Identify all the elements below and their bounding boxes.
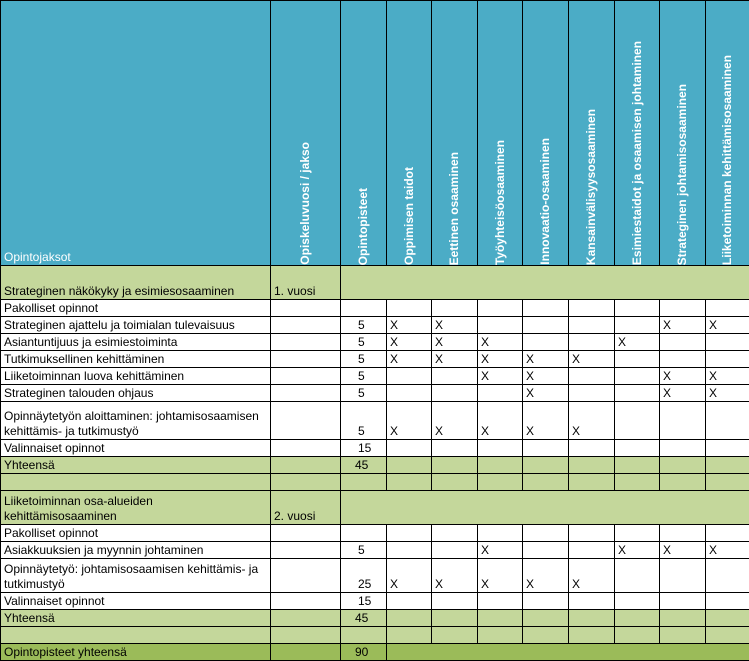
course-row <box>1 317 749 334</box>
competence-mark <box>615 368 660 385</box>
competence-mark <box>660 402 706 440</box>
group-heading: Valinnaiset opinnot <box>1 593 271 610</box>
empty-cell <box>1 627 271 644</box>
empty-cell <box>615 440 660 457</box>
competence-mark <box>706 559 749 593</box>
empty-cell <box>387 525 432 542</box>
spacer-row <box>1 627 749 644</box>
empty-cell <box>271 627 341 644</box>
competence-mark: X <box>569 559 615 593</box>
competence-mark: X <box>523 385 569 402</box>
header-column-label: Työyhteisöosaaminen <box>492 139 507 265</box>
section-row <box>1 491 749 525</box>
competence-mark <box>569 542 615 559</box>
empty-cell <box>615 457 660 474</box>
empty-cell <box>523 593 569 610</box>
section-fill <box>341 266 749 300</box>
empty-cell <box>478 627 523 644</box>
empty-cell <box>615 300 660 317</box>
course-row <box>1 368 749 385</box>
credit-points: 5 <box>341 368 387 385</box>
header-column-label: Opintopisteet <box>356 187 370 265</box>
header-column <box>387 1 432 266</box>
empty-cell <box>660 610 706 627</box>
empty-cell <box>387 440 432 457</box>
competence-mark <box>706 402 749 440</box>
competence-mark: X <box>523 368 569 385</box>
empty-cell <box>387 457 432 474</box>
section-year: 2. vuosi <box>271 491 341 525</box>
competence-mark: X <box>432 317 478 334</box>
header-row <box>1 1 749 266</box>
empty-cell <box>478 300 523 317</box>
competence-mark <box>432 542 478 559</box>
empty-cell <box>660 593 706 610</box>
empty-cell <box>387 300 432 317</box>
study-year-cell <box>271 385 341 402</box>
empty-cell <box>569 525 615 542</box>
competence-mark <box>706 351 749 368</box>
spacer-row <box>1 474 749 491</box>
course-row <box>1 385 749 402</box>
credit-points: 5 <box>341 317 387 334</box>
empty-cell <box>706 610 749 627</box>
study-year-cell <box>271 351 341 368</box>
competence-mark: X <box>387 317 432 334</box>
empty-cell <box>706 440 749 457</box>
header-column-label: Opiskeluvuosi / jakso <box>298 142 312 265</box>
empty-cell <box>523 525 569 542</box>
total-points: 45 <box>341 610 387 627</box>
competence-mark: X <box>432 334 478 351</box>
empty-cell <box>660 627 706 644</box>
header-column <box>706 1 749 266</box>
study-year-cell <box>271 317 341 334</box>
empty-cell <box>478 610 523 627</box>
header-column-label: Liiketoiminnan kehittämisosaaminen <box>720 54 734 265</box>
competence-mark <box>615 402 660 440</box>
competence-mark: X <box>660 368 706 385</box>
empty-cell <box>271 593 341 610</box>
header-column <box>660 1 706 266</box>
course-name: Opinnäytetyö: johtamisosaamisen kehittämis- ja tutkimustyö <box>1 559 271 593</box>
grand-fill <box>387 644 749 661</box>
competence-mark: X <box>523 351 569 368</box>
empty-cell <box>387 610 432 627</box>
course-row <box>1 334 749 351</box>
competence-mark: X <box>478 351 523 368</box>
credit-points: 5 <box>341 334 387 351</box>
course-row <box>1 402 749 440</box>
header-column <box>615 1 660 266</box>
competence-mark: X <box>387 334 432 351</box>
competence-mark: X <box>523 402 569 440</box>
competence-mark <box>432 385 478 402</box>
competence-mark: X <box>706 542 749 559</box>
competence-mark <box>615 351 660 368</box>
empty-cell <box>615 610 660 627</box>
empty-cell <box>271 300 341 317</box>
group-heading-row <box>1 525 749 542</box>
empty-cell <box>432 474 478 491</box>
grand-total-row <box>1 644 749 661</box>
empty-cell <box>615 627 660 644</box>
group-heading: Valinnaiset opinnot <box>1 440 271 457</box>
course-name: Strateginen talouden ohjaus <box>1 385 271 402</box>
empty-cell <box>615 593 660 610</box>
grand-total-points: 90 <box>341 644 387 661</box>
empty-cell <box>706 457 749 474</box>
group-heading-row <box>1 440 749 457</box>
competence-mark <box>660 559 706 593</box>
empty-cell <box>569 610 615 627</box>
competence-mark: X <box>706 368 749 385</box>
course-row <box>1 542 749 559</box>
competence-mark: X <box>569 402 615 440</box>
empty-cell <box>271 610 341 627</box>
empty-cell <box>432 457 478 474</box>
competence-mark: X <box>478 368 523 385</box>
total-label: Yhteensä <box>1 610 271 627</box>
competence-mark <box>387 542 432 559</box>
empty-cell <box>271 457 341 474</box>
empty-cell <box>387 627 432 644</box>
competence-mark: X <box>615 542 660 559</box>
header-column <box>523 1 569 266</box>
empty-cell <box>432 627 478 644</box>
header-column-label: Esimiestaidot ja osaamisen johtaminen <box>629 40 644 265</box>
competence-mark <box>569 385 615 402</box>
section-year: 1. vuosi <box>271 266 341 300</box>
empty-cell <box>660 474 706 491</box>
competence-mark <box>478 317 523 334</box>
competence-mark <box>432 368 478 385</box>
competence-mark: X <box>478 402 523 440</box>
empty-cell <box>523 627 569 644</box>
header-column <box>432 1 478 266</box>
competence-mark <box>569 317 615 334</box>
competence-mark <box>615 385 660 402</box>
course-name: Opinnäytetyön aloittaminen: johtamisosaamisen kehittämis- ja tutkimustyö <box>1 402 271 440</box>
competence-mark <box>478 385 523 402</box>
study-year-cell <box>271 334 341 351</box>
header-opintojaksot: Opintojaksot <box>1 1 271 266</box>
empty-cell <box>706 627 749 644</box>
competence-mark: X <box>387 402 432 440</box>
section-fill <box>341 491 749 525</box>
total-label: Yhteensä <box>1 457 271 474</box>
credit-points <box>341 300 387 317</box>
study-year-cell <box>271 542 341 559</box>
empty-cell <box>478 457 523 474</box>
empty-cell <box>523 440 569 457</box>
competence-mark: X <box>615 334 660 351</box>
empty-cell <box>615 525 660 542</box>
study-year-cell <box>271 559 341 593</box>
empty-cell <box>387 474 432 491</box>
empty-cell <box>706 593 749 610</box>
empty-cell <box>341 474 387 491</box>
empty-cell <box>569 627 615 644</box>
group-heading-row <box>1 593 749 610</box>
competence-mark: X <box>706 385 749 402</box>
competence-mark: X <box>660 317 706 334</box>
competence-mark: X <box>432 402 478 440</box>
empty-cell <box>706 300 749 317</box>
competence-mark <box>660 351 706 368</box>
competence-mark <box>569 334 615 351</box>
empty-cell <box>523 300 569 317</box>
course-name: Asiakkuuksien ja myynnin johtaminen <box>1 542 271 559</box>
empty-cell <box>478 593 523 610</box>
empty-cell <box>478 474 523 491</box>
course-row <box>1 351 749 368</box>
empty-cell <box>706 525 749 542</box>
credit-points <box>341 525 387 542</box>
empty-cell <box>271 525 341 542</box>
empty-cell <box>1 474 271 491</box>
header-column <box>341 1 387 266</box>
competence-mark: X <box>660 385 706 402</box>
empty-cell <box>271 474 341 491</box>
credit-points: 5 <box>341 385 387 402</box>
competence-mark <box>615 317 660 334</box>
empty-cell <box>569 300 615 317</box>
competence-mark: X <box>387 351 432 368</box>
empty-cell <box>523 457 569 474</box>
competence-mark <box>523 542 569 559</box>
header-column <box>569 1 615 266</box>
credit-points: 5 <box>341 402 387 440</box>
credit-points: 5 <box>341 542 387 559</box>
empty-cell <box>432 440 478 457</box>
competence-mark <box>660 334 706 351</box>
competence-mark: X <box>432 351 478 368</box>
competence-mark: X <box>478 559 523 593</box>
empty-cell <box>387 593 432 610</box>
empty-cell <box>432 593 478 610</box>
total-row <box>1 457 749 474</box>
empty-cell <box>271 440 341 457</box>
section-title: Strateginen näkökyky ja esimiesosaaminen <box>1 266 271 300</box>
competence-mark: X <box>706 317 749 334</box>
empty-cell <box>523 474 569 491</box>
header-column-label: Eettinen osaaminen <box>447 151 461 265</box>
credit-points: 25 <box>341 559 387 593</box>
course-row <box>1 559 749 593</box>
group-heading-row <box>1 300 749 317</box>
competence-mark: X <box>523 559 569 593</box>
course-name: Strateginen ajattelu ja toimialan tulevaisuus <box>1 317 271 334</box>
group-heading: Pakolliset opinnot <box>1 300 271 317</box>
competence-mark <box>569 368 615 385</box>
competence-mark: X <box>432 559 478 593</box>
competence-mark <box>523 317 569 334</box>
empty-cell <box>615 474 660 491</box>
header-column-label: Innovaatio-osaaminen <box>538 138 552 265</box>
credit-points: 15 <box>341 440 387 457</box>
credit-points: 5 <box>341 351 387 368</box>
empty-cell <box>432 300 478 317</box>
competence-mark <box>387 385 432 402</box>
study-year-cell <box>271 368 341 385</box>
competence-mark: X <box>478 334 523 351</box>
header-column <box>271 1 341 266</box>
empty-cell <box>569 457 615 474</box>
header-column-label: Oppimisen taidot <box>401 166 416 265</box>
group-heading: Pakolliset opinnot <box>1 525 271 542</box>
study-year-cell <box>271 402 341 440</box>
empty-cell <box>271 644 341 661</box>
empty-cell <box>660 457 706 474</box>
empty-cell <box>478 525 523 542</box>
grand-total-label: Opintopisteet yhteensä <box>1 644 271 661</box>
total-row <box>1 610 749 627</box>
empty-cell <box>660 440 706 457</box>
header-column-label: Kansainvälisyysosaaminen <box>584 108 598 265</box>
table-body <box>1 266 749 661</box>
empty-cell <box>569 474 615 491</box>
competence-mark <box>615 559 660 593</box>
header-column <box>478 1 523 266</box>
competence-mark <box>523 334 569 351</box>
empty-cell <box>569 593 615 610</box>
header-column-label: Strateginen johtamisosaaminen <box>675 83 689 265</box>
empty-cell <box>432 525 478 542</box>
section-title: Liiketoiminnan osa-alueiden kehittämisosaaminen <box>1 491 271 525</box>
competence-mark: X <box>569 351 615 368</box>
empty-cell <box>341 627 387 644</box>
empty-cell <box>432 610 478 627</box>
empty-cell <box>523 610 569 627</box>
course-name: Tutkimuksellinen kehittäminen <box>1 351 271 368</box>
total-points: 45 <box>341 457 387 474</box>
course-name: Asiantuntijuus ja esimiestoiminta <box>1 334 271 351</box>
credit-points: 15 <box>341 593 387 610</box>
competence-mark: X <box>387 559 432 593</box>
course-name: Liiketoiminnan luova kehittäminen <box>1 368 271 385</box>
empty-cell <box>660 300 706 317</box>
empty-cell <box>569 440 615 457</box>
competence-mark: X <box>660 542 706 559</box>
empty-cell <box>706 474 749 491</box>
empty-cell <box>478 440 523 457</box>
competence-mark <box>387 368 432 385</box>
competence-mark: X <box>478 542 523 559</box>
section-row <box>1 266 749 300</box>
competence-mark <box>706 334 749 351</box>
empty-cell <box>660 525 706 542</box>
